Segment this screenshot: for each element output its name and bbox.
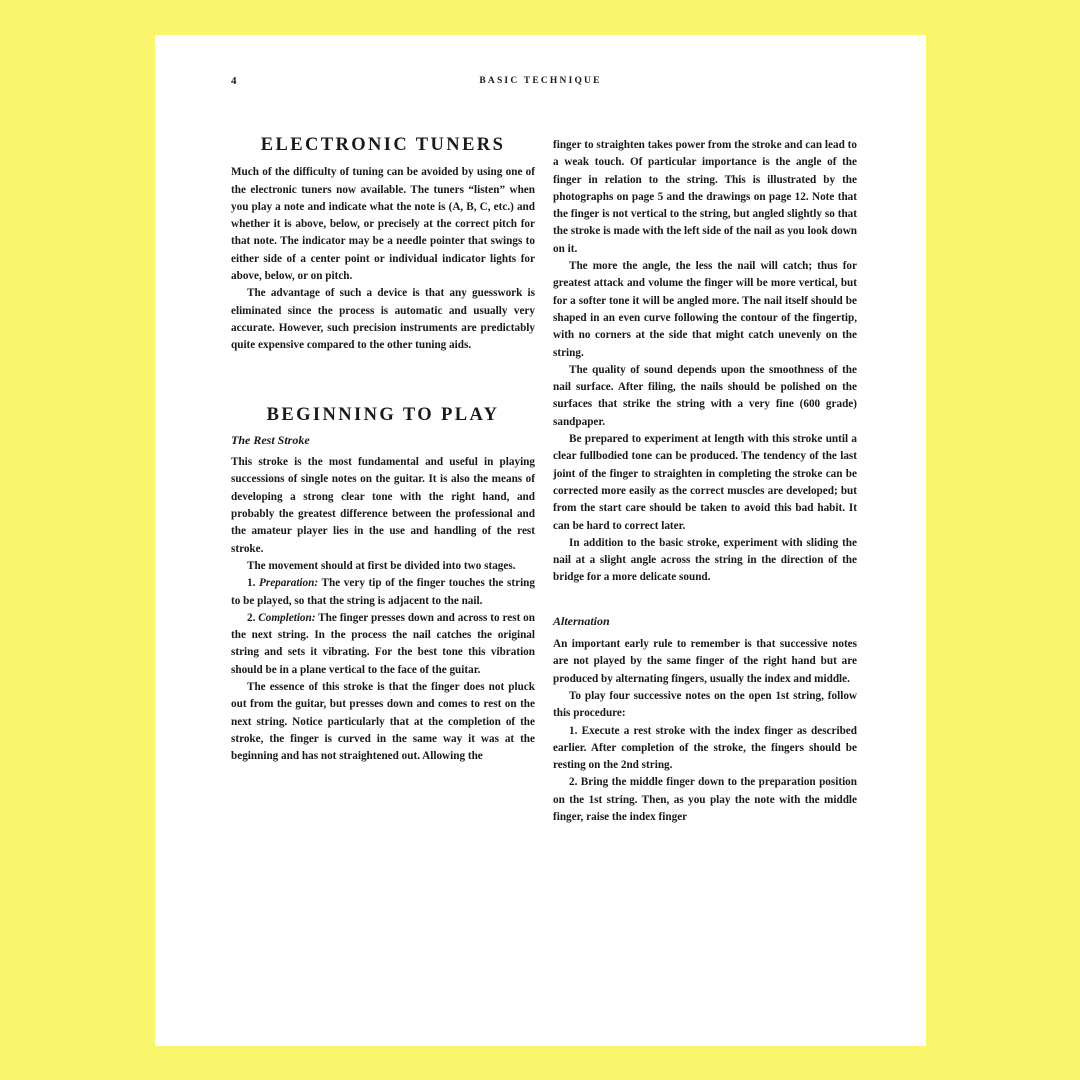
paragraph: The more the angle, the less the nail will catch; thus for greatest attack and volume the finger will be more vertical, but for a softer tone it will be angled more. The nail itself should be shaped in an even curve following the contour of the fingertip, with no corners at the side that might catch unevenly on the string.	[553, 260, 857, 359]
page-header	[155, 75, 926, 95]
list-item-preparation	[231, 575, 535, 610]
list-text: The very tip of the finger touches the string to be played, so that the string is adjacent to the nail.	[231, 577, 535, 607]
right-column	[553, 137, 857, 826]
subheading-alternation: Alternation	[553, 613, 610, 628]
list-item-completion	[231, 610, 535, 679]
term-preparation: Preparation:	[259, 577, 319, 590]
term-completion: Completion:	[258, 611, 316, 624]
list-number: 2.	[247, 611, 259, 624]
section-heading-beginning-to-play: BEGINNING TO PLAY	[266, 404, 500, 425]
left-column	[231, 135, 535, 766]
subheading-rest-stroke: The Rest Stroke	[231, 432, 310, 447]
paragraph: The advantage of such a device is that any guesswork is eliminated since the process is automatic and usually very accurate. However, such precision instruments are predictably quite expensive compared to the other tuning aids.	[231, 287, 535, 352]
paragraph: Be prepared to experiment at length with this stroke until a clear fullbodied tone can be produced. The tendency of the last joint of the finger to straighten in completing the stroke can be corrected more easily as the correct muscles are developed; but from the start care should be taken to avoid this bad habit. It can be hard to correct later.	[553, 433, 857, 532]
paragraph: Much of the difficulty of tuning can be avoided by using one of the electronic tuners now available. The tuners “listen” when you play a note and indicate what the note is (A, B, C, etc.) and whether it is above, below, or precisely at the correct pitch for that note. The indicator may be a needle pointer that swings to either side of a center point or individual indicator lights for above, below, or on pitch.	[231, 166, 535, 283]
paragraph: This stroke is the most fundamental and useful in playing successions of single notes on the guitar. It is also the means of developing a strong clear tone with the right hand, and probably the greatest difference between the professional and the amateur player lies in the use and handling of the rest stroke.	[231, 456, 535, 555]
list-item: 2. Bring the middle finger down to the preparation position on the 1st string. Then, as you play the note with the middle finger, raise the index finger	[553, 776, 857, 823]
book-page	[155, 35, 926, 1046]
paragraph: The movement should at first be divided into two stages.	[247, 559, 516, 572]
list-text: The finger presses down and across to rest on the next string. In the process the nail catches the original string and sets it vibrating. For the best tone this vibration should be in a plane vertical to the face of the guitar.	[231, 611, 535, 676]
paragraph: The quality of sound depends upon the smoothness of the nail surface. After filing, the nails should be polished on the surfaces that strike the string with a very fine (600 grade) sandpaper.	[553, 363, 857, 428]
paragraph: finger to straighten takes power from the stroke and can lead to a weak touch. Of particular importance is the angle of the finger in relation to the string. This is illustrated by the photographs on page 5 and the drawings on page 12. Note that the finger is not vertical to the string, but angled slightly so that the stroke is made with the left side of the nail as you look down on it.	[553, 139, 857, 255]
paragraph: An important early rule to remember is that successive notes are not played by the same finger of the right hand but are produced by alternating fingers, usually the index and middle.	[553, 638, 857, 685]
page-number: 4	[231, 75, 237, 87]
paragraph: In addition to the basic stroke, experiment with sliding the nail at a slight angle across the string in the direction of the bridge for a more delicate sound.	[553, 536, 857, 584]
paragraph: To play four successive notes on the open 1st string, follow this procedure:	[553, 689, 857, 720]
running-title: BASIC TECHNIQUE	[479, 76, 602, 86]
list-item: 1. Execute a rest stroke with the index finger as described earlier. After completion of the stroke, the fingers should be resting on the 2nd string.	[553, 724, 857, 772]
list-number: 1.	[247, 577, 260, 590]
paragraph: The essence of this stroke is that the finger does not pluck out from the guitar, but presses down and comes to rest on the next string. Notice particularly that at the completion of the stroke, the finger is curved in the same way it was at the beginning and has not straightened out. Allowing the	[231, 681, 535, 763]
section-heading-electronic-tuners: ELECTRONIC TUNERS	[260, 135, 506, 155]
